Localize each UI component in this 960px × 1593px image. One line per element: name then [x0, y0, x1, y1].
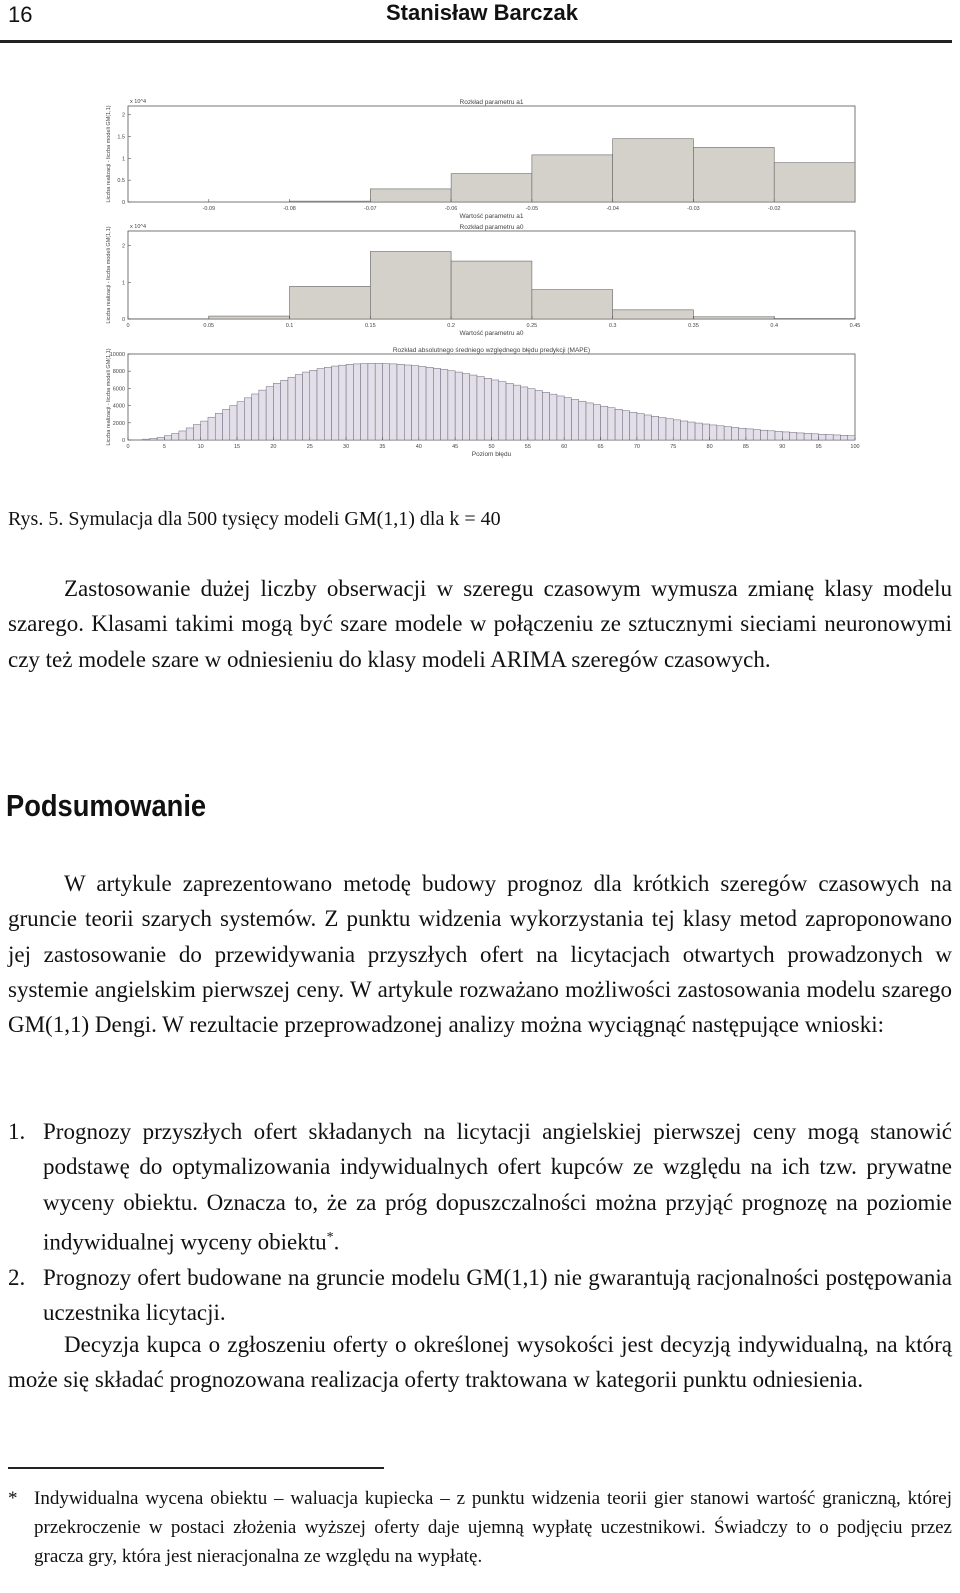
x-tick-label: 0.25 [526, 323, 538, 329]
chart-title: Rozkład absolutnego średniego względnego błędu predykcji (MAPE) [392, 347, 591, 354]
histogram-bar [492, 380, 499, 440]
x-tick-label: -0.09 [202, 206, 216, 212]
histogram-bar [615, 409, 622, 440]
x-tick-label: 25 [306, 444, 313, 450]
histogram-bar [681, 421, 688, 440]
x-tick-label: 0 [126, 323, 130, 329]
x-tick-label: 0.05 [203, 323, 215, 329]
histogram-bar [244, 398, 251, 440]
histogram-bar [324, 367, 331, 440]
histogram-bar [237, 402, 244, 440]
x-tick-label: 55 [524, 444, 531, 450]
histogram-bar [731, 427, 738, 440]
histogram-bar [172, 434, 179, 440]
histogram-bar [193, 425, 200, 440]
histogram-bar [644, 415, 651, 440]
x-tick-label: 45 [452, 444, 459, 450]
x-tick-label: 65 [597, 444, 604, 450]
x-tick-label: 90 [779, 444, 786, 450]
histogram-bar [542, 392, 549, 440]
histogram-bar [186, 428, 193, 440]
y-exponent-label: x 10^4 [130, 224, 147, 230]
histogram-bar [288, 377, 295, 440]
histogram-bar [693, 147, 774, 202]
histogram-bar [290, 286, 371, 319]
histogram-bar [710, 425, 717, 440]
histogram-bar [302, 372, 309, 440]
histogram-bar [666, 419, 673, 440]
list-text [43, 1114, 952, 1260]
list-number: 2. [8, 1264, 26, 1290]
paragraph-intro: Zastosowanie dużej liczby obserwacji w szeregu czasowym wymusza zmianę klasy modelu szarego. Klasami takimi mogą być szare modele w połączeniu ze sztucznymi sieciami neuronowymi czy też modele szare w odniesieniu do klasy modeli ARIMA szeregów czasowych. [8, 576, 952, 672]
histogram-bar [281, 380, 288, 440]
histogram-bar [535, 391, 542, 440]
histogram-bar [826, 435, 833, 440]
histogram-bar [412, 366, 419, 440]
histogram-bar [774, 163, 855, 202]
histogram-bar [622, 411, 629, 440]
histogram-bar [310, 370, 317, 440]
x-tick-label: 80 [706, 444, 713, 450]
y-tick-label: 6000 [112, 386, 125, 393]
histogram-bar [382, 364, 389, 440]
histogram-bar [521, 387, 528, 440]
footnote [8, 1484, 952, 1571]
histogram-bar [760, 430, 767, 440]
histogram-bar [848, 436, 855, 440]
running-author: Stanisław Barczak [386, 0, 578, 25]
footnote-reference: * [326, 1229, 334, 1245]
histogram-bar [651, 416, 658, 440]
x-tick-label: -0.07 [364, 206, 377, 212]
paragraph-decision: Decyzja kupca o zgłoszeniu oferty o określonej wysokości jest decyzją indywidualną, na którą może się składać prognozowana realizacja oferty traktowana w kategorii punktu odniesienia. [8, 1332, 952, 1393]
histogram-bar [775, 431, 782, 440]
x-axis-label: Wartość parametru a1 [459, 213, 524, 220]
histogram-bar [601, 406, 608, 440]
histogram-bar [550, 394, 557, 440]
histogram-bar [201, 421, 208, 440]
histogram-bar [579, 401, 586, 440]
histogram-bar [215, 413, 222, 440]
histogram-bar [339, 365, 346, 440]
y-tick-label: 4000 [112, 403, 125, 410]
y-tick-label: 10000 [109, 352, 125, 358]
x-tick-label: -0.03 [687, 206, 700, 212]
histogram-bar [397, 364, 404, 440]
histogram-bar [361, 364, 368, 440]
x-axis-label: Poziom błędu [471, 451, 512, 458]
header-rule [0, 40, 952, 43]
histogram-bar [840, 435, 847, 440]
histogram-bar [506, 383, 513, 440]
histogram-bar [513, 385, 520, 440]
histogram-bar [150, 438, 157, 440]
histogram-bar [451, 261, 532, 319]
x-tick-label: 95 [815, 444, 822, 450]
x-tick-label: -0.04 [606, 206, 619, 212]
histogram-bar [532, 155, 613, 202]
histogram-bar [462, 374, 469, 440]
histogram-bar [693, 317, 774, 319]
histogram-bar [455, 372, 462, 440]
histogram-bar [477, 377, 484, 440]
x-tick-label: 15 [233, 444, 241, 450]
footnote-rule [8, 1467, 384, 1469]
list-item [8, 1114, 952, 1260]
histogram-bar [209, 316, 290, 319]
x-tick-label: -0.02 [767, 206, 781, 212]
y-axis-label: Liczba realizacji - liczba modeli GM(1,1) [106, 348, 112, 446]
histogram-bar [375, 363, 382, 440]
x-tick-label: 0.4 [770, 323, 779, 329]
histogram-bar [290, 201, 371, 202]
histogram-bar [557, 396, 564, 440]
histogram-bar [470, 375, 477, 440]
x-tick-label: 10 [197, 444, 204, 450]
histogram-bar [608, 408, 615, 440]
y-tick-label: 2 [121, 243, 125, 250]
x-tick-label: -0.06 [444, 206, 458, 212]
chart-panel-3 [106, 347, 860, 458]
histogram-bar [451, 174, 532, 202]
histogram-bar [370, 189, 451, 202]
y-tick-label: 0 [121, 200, 125, 206]
histogram-bar [833, 435, 840, 440]
y-tick-label: 0 [121, 317, 125, 323]
histogram-bar [659, 418, 666, 440]
chart-title: Rozkład parametru a0 [459, 224, 524, 231]
histogram-bar [223, 409, 230, 440]
histogram-bar [419, 366, 426, 440]
x-tick-label: 0 [126, 444, 130, 450]
histogram-bar [790, 432, 797, 440]
page-number: 16 [8, 2, 33, 27]
histogram-bar [332, 366, 339, 440]
histogram-bar [346, 364, 353, 440]
y-tick-label: 2 [121, 112, 125, 119]
histogram-bar [571, 399, 578, 440]
histogram-bar [797, 433, 804, 440]
histogram-bar [739, 428, 746, 440]
histogram-bar [448, 371, 455, 440]
histogram-bar [143, 439, 150, 440]
histogram-figure [100, 96, 880, 472]
y-tick-label: 1 [121, 156, 125, 163]
page-header [0, 0, 960, 44]
histogram-bar [266, 387, 273, 440]
histogram-bar [179, 431, 186, 440]
y-tick-label: 0.5 [117, 178, 125, 185]
conclusions-list [8, 1114, 952, 1330]
histogram-bar [688, 422, 695, 440]
y-tick-label: 1.5 [117, 134, 125, 141]
histogram-bar [746, 429, 753, 440]
histogram-bar [630, 412, 637, 440]
y-tick-label: 2000 [112, 420, 125, 427]
histogram-bar [673, 420, 680, 440]
histogram-bar [586, 403, 593, 440]
histogram-bar [532, 290, 613, 319]
histogram-bar [819, 434, 826, 440]
x-tick-label: 0.1 [285, 323, 294, 329]
histogram-bar [564, 398, 571, 440]
histogram-bar [390, 364, 397, 440]
list-item [8, 1260, 952, 1331]
x-axis-label: Wartość parametru a0 [459, 330, 524, 337]
histogram-bar [717, 426, 724, 440]
histogram-bar [353, 364, 360, 440]
section-title: Podsumowanie [6, 788, 207, 823]
histogram-bar [804, 433, 811, 440]
y-tick-label: 0 [121, 438, 125, 444]
x-tick-label: 0.35 [688, 323, 699, 329]
histogram-bar [273, 383, 280, 440]
figure [100, 96, 880, 472]
histogram-bar [613, 139, 694, 202]
chart-panel-2 [106, 224, 860, 337]
x-tick-label: 75 [670, 444, 677, 450]
histogram-bar [368, 363, 375, 440]
x-tick-label: 100 [850, 444, 860, 450]
histogram-bar [768, 431, 775, 440]
histogram-bar [317, 369, 324, 440]
histogram-bar [811, 434, 818, 440]
list-text-end: . [333, 1229, 340, 1255]
y-axis-label: Liczba realizacji - liczba modeli GM(1,1) [106, 226, 112, 324]
histogram-bar [404, 365, 411, 440]
histogram-bar [441, 369, 448, 440]
x-tick-label: 0.15 [364, 323, 376, 329]
chart-panel-1 [106, 99, 855, 220]
histogram-bar [528, 389, 535, 440]
list-number: 1. [8, 1119, 26, 1144]
y-tick-label: 8000 [112, 369, 125, 376]
histogram-bar [499, 382, 506, 440]
x-tick-label: 40 [415, 444, 422, 450]
histogram-bar [157, 437, 164, 440]
x-tick-label: 5 [162, 444, 166, 450]
x-tick-label: 70 [633, 444, 640, 450]
histogram-bar [613, 310, 694, 319]
footnote-mark: * [8, 1488, 18, 1509]
chart-title: Rozkład parametru a1 [459, 99, 524, 106]
histogram-bar [252, 394, 259, 440]
histogram-bar [164, 436, 171, 440]
histogram-bar [753, 430, 760, 440]
histogram-bar [295, 375, 302, 440]
histogram-bar [782, 432, 789, 440]
histogram-bar [426, 367, 433, 440]
histogram-bar [593, 405, 600, 440]
x-tick-label: 60 [561, 444, 568, 450]
x-tick-label: -0.05 [525, 206, 539, 212]
x-tick-label: 0.3 [608, 323, 617, 329]
x-tick-label: 0.45 [849, 323, 861, 329]
histogram-bar [433, 368, 440, 440]
footnote-text: Indywidualna wycena obiektu – waluacja kupiecka – z punktu widzenia teorii gier stanowi wartość graniczną, której przekroczenie w postaci złożenia wyższej oferty daje ujemną wypłatę uczestnikowi. Świadczy to o podjęciu przez gracza gry, która jest nieracjonalna ze względu na wypłatę. [34, 1488, 952, 1567]
y-axis-label: Liczba realizacji - liczba modeli GM(1,1) [106, 105, 112, 203]
histogram-bar [370, 252, 451, 319]
x-tick-label: 0.2 [447, 323, 455, 329]
histogram-bar [702, 424, 709, 440]
x-tick-label: 85 [742, 444, 750, 450]
histogram-bar [695, 423, 702, 440]
x-tick-label: 50 [488, 444, 495, 450]
paragraph-summary: W artykule zaprezentowano metodę budowy prognoz dla krótkich szeregów czasowych na gruncie teorii szarych systemów. Z punktu widzenia wykorzystania tej klasy metod zaproponowano jej zastosowanie do przewidywania przyszłych ofert na licytacjach otwartych prowadzonych w systemie angielskim pierwszej ceny. W artykule rozważano możliwości zastosowania modelu szarego GM(1,1) Dengi. W rezultacie przeprowadzonej analizy można wyciągnąć następujące wnioski: [8, 871, 952, 1038]
histogram-bar [259, 390, 266, 440]
x-tick-label: 35 [379, 444, 386, 450]
histogram-bar [484, 378, 491, 440]
histogram-bar [724, 427, 731, 440]
list-text-body: Prognozy przyszłych ofert składanych na licytacji angielskiej pierwszej ceny mogą stanowić podstawę do optymalizowania indywidualnych ofert kupców ze względu na ich tzw. prywatne wyceny obiektu. Oznacza to, że za próg dopuszczalności można przyjąć prognozę na poziomie indywidualnej wyceny obiektu [43, 1119, 952, 1255]
x-tick-label: 30 [343, 444, 350, 450]
list-text: Prognozy ofert budowane na gruncie modelu GM(1,1) nie gwarantują racjonalności postępowania uczestnika licytacji. [43, 1264, 952, 1326]
y-tick-label: 1 [121, 280, 125, 287]
x-tick-label: -0.08 [283, 206, 296, 212]
y-exponent-label: x 10^4 [130, 99, 147, 105]
histogram-bar [230, 406, 237, 440]
figure-caption: Rys. 5. Symulacja dla 500 tysięcy modeli GM(1,1) dla k = 40 [8, 508, 501, 530]
histogram-bar [208, 417, 215, 440]
histogram-bar [637, 414, 644, 440]
x-tick-label: 20 [270, 444, 277, 450]
